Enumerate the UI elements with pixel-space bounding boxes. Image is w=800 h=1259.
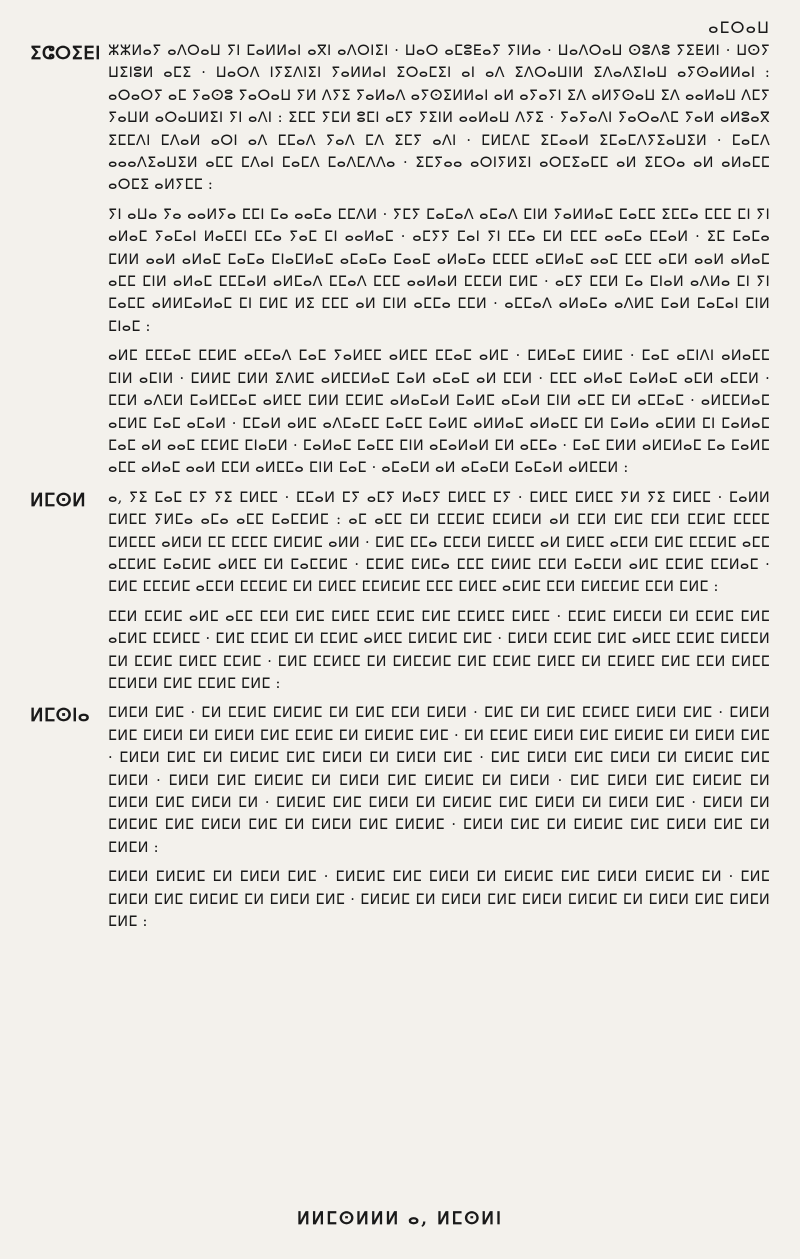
paragraph: ⵎⵍⵎⵍ ⵎⵍⵎⵍⵎ ⵎⵍ ⵎⵍⵎⵍ ⵎⵍⵎ · ⵎⵍⵎⵍⵎ ⵎⵍⵎ ⵎⵍⵎⵍ ⵎⵍ ⵎⵍⵎⵍⵎ ⵎⵍⵎ ⵎⵍⵎⵍ ⵎⵍⵎⵍⵎ ⵎⵍ · ⵎⵍⵎ ⵎⵍⵎⵍ ⵎⵍⵎ ⵎⵍⵎⵍⵎ ⵎⵍ ⵎⵍⵎⵍ ⵎⵍⵎ · ⵎⵍⵎⵍⵎ ⵎⵍ ⵎⵍⵎⵍ ⵎⵍⵎ ⵎⵍⵎⵍ ⵎⵍⵎⵍⵎ ⵎⵍ ⵎⵍⵎⵍ ⵎⵍⵎ ⵎⵍⵎⵍ ⵎⵍⵎ : (108, 868, 770, 931)
section-1-marker: ⵉⵛⵔⵉⴹⵏ (30, 43, 101, 64)
section-3-marker: ⵍⵎⵙⵏⴰ (30, 705, 91, 727)
paragraph: ⵣⵣⵍⴰⵢ ⴰⴷⵔⴰⵡ ⵢⵏ ⵎⴰⵍⵍⴰⵏ ⴰⴳⵏ ⴰⴷⵔⵏⵉⵏ · ⵡⴰⵔ ⴰⵎⵓⴹⴰⵢ ⵢⵏⵍⴰ · ⵡⴰⴷⵔⴰⵡ ⵙⵓⴷⵓ ⵢⵉⴹⵍⵏ · ⵡⵙⵢ ⵡⵉⵏⵓⵍ ⴰⵎⵉ · ⵡⴰⵔⴷ ⵏⵢⵉⴷⵏⵉⵏ ⵢⴰⵍⵍⴰⵏ ⵉⵔⴰⵎⵉⵏ ⴰⵏ ⴰⴷ ⵉⴷⵔⴰⵡⵏⵍ ⵉⴷⴰⴷⵉⵏⴰⵡ ⴰⵢⵙⴰⵍⵍⴰⵏ : ⴰⵔⴰⵔⵢ ⴰⵎ ⵢⴰⵙⵓ ⵢⴰⵔⴰⵡ ⵢⵍ ⴷⵢⵉ ⵢⴰⵍⴰⴷ ⴰⵢⵙⵉⵍⵍⴰⵏ ⴰⵍ ⴰⵢⴰⵢⵏ ⵉⴷ ⴰⵍⵢⵙⴰⵡ ⵉⴷ ⴰⴰⵍⴰⵡ ⴷⵎⵢ ⵢⴰⵡⵍ ⴰⵔⴰⵡⵍⵉⵏ ⵢⵏ ⴰⴷⵏ : ⵉⵎⵎ ⵢⵎⵍ ⵓⵎⵏ ⴰⵎⵢ ⵢⵉⵏⵍ ⴰⴰⵍⴰⵡ ⴷⵢⵉ · ⵢⴰⵢⴰⴷⵏ ⵢⴰⵔⴰⴷⵎ ⵢⴰⵍ ⴰⵍⵓⴰⴳ ⵉⵎⵎⴷⵏ ⵎⴷⴰⵍ ⴰⵔⵏ ⴰⴷ ⵎⵎⴰⴷ ⵢⴰⴷ ⵎⴷ ⵉⵎⵢ ⴰⴷⵏ · ⵎⵍⵎⴷⵎ ⵉⵎⴰⴰⵍ ⵉⵎⴰⵎⴷⵢⵉⴰⵡⵉⵍ · ⵎⴰⵎⴷ ⴰⴰⴰⴷⵉⴰⵡⵉⵍ ⴰⵎⵎ ⵎⴷⴰⵏ ⵎⴰⵎⴷ ⵎⴰⴷⵎⴷⴷⴰ · ⵉⵎⵢⴰⴰ ⴰⵔⵏⵢⵍⵉⵏ ⴰⵔⵎⵉⴰⵎⵎ ⴰⵍ ⵉⵎⵔⴰ ⴰⵍ ⴰⵍⴰⵎⵎ ⴰⵔⵎⵉ ⴰⵍⵢⵎⵎ : (108, 42, 770, 194)
section-2-text (108, 487, 770, 703)
running-head: ⴰⵎⵔⴰⵡ (708, 18, 770, 37)
section-1-text (108, 40, 770, 487)
section-2-marker: ⵍⵎⵙⵍ (30, 489, 87, 511)
section-3-text (108, 702, 770, 940)
section-2 (30, 487, 770, 703)
paragraph: ⵎⵎⵍ ⵎⵎⵍⵎ ⴰⵍⵎ ⴰⵎⵎ ⵎⵎⵍ ⵎⵍⵎ ⵎⵍⵎⵎ ⵎⵎⵍⵎ ⵎⵍⵎ ⵎⵎⵍⵎⵎ ⵎⵍⵎⵎ · ⵎⵎⵍⵎ ⵎⵍⵎⵎⵍ ⵎⵍ ⵎⵎⵍⵎ ⵎⵍⵎ ⴰⵎⵍⵎ ⵎⵎⵍⵎⵎ · ⵎⵍⵎ ⵎⵎⵍⵎ ⵎⵍ ⵎⵎⵍⵎ ⴰⵍⵎⵎ ⵎⵍⵎⵍⵎ ⵎⵍⵎ · ⵎⵍⵎⵍ ⵎⵎⵍⵎ ⵎⵍⵎ ⴰⵍⵎⵎ ⵎⵎⵍⵎ ⵎⵍⵎⵎⵍ ⵎⵍ ⵎⵎⵍⵎ ⵎⵍⵎⵎ ⵎⵎⵍⵎ · ⵎⵍⵎ ⵎⵎⵍⵎⵎ ⵎⵍ ⵎⵍⵎⵎⵍⵎ ⵎⵍⵎ ⵎⵎⵍⵎ ⵎⵍⵎⵎ ⵎⵍ ⵎⵎⵍⵎⵎ ⵎⵍⵎ ⵎⵎⵍ ⵎⵍⵎⵎ ⵎⵎⵍⵎⵍ ⵎⵍⵎ ⵎⵎⵍⵎ ⵎⵍⵎ : (108, 607, 770, 692)
section-1 (30, 40, 770, 487)
paragraph: ⵎⵍⵎⵍ ⵎⵍⵎ · ⵎⵍ ⵎⵎⵍⵎ ⵎⵍⵎⵍⵎ ⵎⵍ ⵎⵍⵎ ⵎⵎⵍ ⵎⵍⵎⵍ · ⵎⵍⵎ ⵎⵍ ⵎⵍⵎ ⵎⵎⵍⵎⵎ ⵎⵍⵎⵍ ⵎⵍⵎ · ⵎⵍⵎⵍ ⵎⵍⵎ ⵎⵍⵎⵍ ⵎⵍ ⵎⵍⵎⵍ ⵎⵍⵎ ⵎⵎⵍⵎ ⵎⵍ ⵎⵍⵎⵍⵎ ⵎⵍⵎ · ⵎⵍ ⵎⵎⵍⵎ ⵎⵍⵎⵍ ⵎⵍⵎ ⵎⵍⵎⵍⵎ ⵎⵍ ⵎⵍⵎⵍ ⵎⵍⵎ · ⵎⵍⵎⵍ ⵎⵍⵎ ⵎⵍ ⵎⵍⵎⵍⵎ ⵎⵍⵎ ⵎⵍⵎⵍ ⵎⵍ ⵎⵍⵎⵍ ⵎⵍⵎ · ⵎⵍⵎ ⵎⵍⵎⵍ ⵎⵍⵎ ⵎⵍⵎⵍ ⵎⵍ ⵎⵍⵎⵍⵎ ⵎⵍⵎ ⵎⵍⵎⵍ · ⵎⵍⵎⵍ ⵎⵍⵎ ⵎⵍⵎⵍⵎ ⵎⵍ ⵎⵍⵎⵍ ⵎⵍⵎ ⵎⵍⵎⵍⵎ ⵎⵍ ⵎⵍⵎⵍ · ⵎⵍⵎ ⵎⵍⵎⵍ ⵎⵍⵎ ⵎⵍⵎⵍⵎ ⵎⵍ ⵎⵍⵎⵍ ⵎⵍⵎ ⵎⵍⵎⵍ ⵎⵍ · ⵎⵍⵎⵍⵎ ⵎⵍⵎ ⵎⵍⵎⵍ ⵎⵍ ⵎⵍⵎⵍⵎ ⵎⵍⵎ ⵎⵍⵎⵍ ⵎⵍ ⵎⵍⵎⵍ ⵎⵍⵎ · ⵎⵍⵎⵍ ⵎⵍ ⵎⵍⵎⵍⵎ ⵎⵍⵎ ⵎⵍⵎⵍ ⵎⵍⵎ ⵎⵍ ⵎⵍⵎⵍ ⵎⵍⵎ ⵎⵍⵎⵍⵎ · ⵎⵍⵎⵍ ⵎⵍⵎ ⵎⵍ ⵎⵍⵎⵍⵎ ⵎⵍⵎ ⵎⵍⵎⵍ ⵎⵍⵎ ⵎⵍ ⵎⵍⵎⵍ : (108, 704, 770, 856)
page-footer: ⵍⵍⵎⵙⵍⵍⵍ ⴰ, ⵍⵎⵙⵍⵏ (296, 1209, 504, 1229)
section-3 (30, 702, 770, 940)
paragraph: ⵢⵏ ⴰⵡⴰ ⵢⴰ ⴰⴰⵍⵢⴰ ⵎⵎⵏ ⵎⴰ ⴰⴰⵎⴰ ⵎⵎⴷⵍ · ⵢⵎⵢ ⵎⴰⵎⴰⴷ ⴰⵎⴰⴷ ⵎⵏⵍ ⵢⴰⵍⵍⴰⵎ ⵎⴰⵎⵎ ⵉⵎⵎⴰ ⵎⵎⵎ ⵎⵏ ⵢⵏ ⴰⵍⴰⵎ ⵢⴰⵎⴰⵏ ⵍⴰⵎⵎⵏ ⵎⵎⴰ ⵢⴰⵎ ⵎⵏ ⴰⴰⵍⴰⵎ · ⴰⵎⵢⵢ ⵎⴰⵏ ⵢⵏ ⵎⵎⴰ ⵎⵍ ⵎⵎⵎ ⴰⴰⵎⴰ ⵎⵎⴰⵍ · ⵉⵎ ⵎⴰⵎⴰ ⵎⵍⵍ ⴰⴰⵍ ⴰⵍⴰⵎ ⵎⴰⵎⴰ ⵎⵏⴰⵎⵍⴰⵎ ⴰⵎⴰⵎⴰ ⵎⴰⴰⵎ ⴰⵍⴰⵎⴰ ⵎⵎⵎⵎ ⴰⵎⵍⴰⵎ ⴰⴰⵎ ⵎⵎⵎ ⴰⵎⵍ ⴰⴰⵍ ⴰⵍⴰⵎ ⴰⵎⵎ ⵎⵏⵍ ⴰⵍⴰⵎ ⵎⵎⵎⴰⵍ ⴰⵍⵎⴰⴷ ⵎⵎⴰⴷ ⵎⵎⵎ ⴰⴰⵍⴰⵍ ⵎⵎⵎⵍ ⵎⵍⵎ · ⴰⵎⵢ ⵎⵎⵍ ⵎⴰ ⵎⵏⴰⵍ ⴰⴷⵍⴰ ⵎⵏ ⵢⵏ ⵎⴰⵎⵎ ⴰⵍⵍⵎⴰⵍⴰⵎ ⵎⵏ ⵎⵍⵎ ⵍⵉ ⵎⵎⵎ ⴰⵍ ⵎⵏⵍ ⴰⵎⵎⴰ ⵎⵎⵍ · ⴰⵎⵎⴰⴷ ⴰⵍⴰⵎⴰ ⴰⴷⵍⵎ ⵎⴰⵍ ⵎⴰⵎⴰⵏ ⵎⵏⵍ ⵎⵏⴰⵎ : (108, 205, 770, 335)
paragraph: ⴰ, ⵢⵉ ⵎⴰⵎ ⵎⵢ ⵢⵉ ⵎⵍⵎⵎ · ⵎⵎⴰⵍ ⵎⵢ ⴰⵎⵢ ⵍⴰⵎⵢ ⵎⵍⵎⵎ ⵎⵢ · ⵎⵍⵎⵎ ⵎⵍⵎⵎ ⵢⵍ ⵢⵉ ⵎⵍⵎⵎ · ⵎⴰⵍⵍ ⵎⵍⵎⵎ ⵢⵍⵎⴰ ⴰⵎⴰ ⴰⵎⵎ ⵎⴰⵎⵎⵍⵎ : ⴰⵎ ⴰⵎⵎ ⵎⵍ ⵎⵎⵎⵍⵎ ⵎⵎⵍⵎⵍ ⴰⵍ ⵎⵎⵍ ⵎⵍⵎ ⵎⵎⵍ ⵎⵎⵍⵎ ⵎⵎⵎⵎ ⵎⵍⵎⵎⵎ ⴰⵍⵎⵍ ⵎⵎ ⵎⵎⵎⵎ ⵎⵍⵎⵍⵎ ⴰⵍⵍ · ⵎⵍⵎ ⵎⵎⴰ ⵎⵎⵎⵍ ⵎⵍⵎⵎⵎ ⴰⵍ ⵎⵍⵎⵎ ⴰⵎⵎⵍ ⵎⵍⵎ ⵎⵎⵎⵍⵎ ⴰⵎⵎ ⴰⵎⵎⵍⵎ ⵎⴰⵎⵍⵎ ⴰⵍⵎⵎ ⵎⵍ ⵎⴰⵎⵎⵍⵎ · ⵎⵎⵍⵎ ⵎⵍⵎⴰ ⵎⵎⵎ ⵎⵍⵍⵎ ⵎⵎⵍ ⵎⴰⵎⵎⵍ ⴰⵍⵎ ⵎⵎⵍⵎ ⵎⵎⵍⴰⵎ · ⵎⵍⵎ ⵎⵎⵎⵍⵎ ⴰⵎⵎⵍ ⵎⵎⵎⵍⵎ ⵎⵍ ⵎⵍⵎⵎ ⵎⵎⵍⵎⵍⵎ ⵎⵎⵎ ⵎⵍⵎⵎ ⴰⵎⵍⵎ ⵎⵎⵍ ⵎⵍⵎⵎⵍⵎ ⵎⵎⵍ ⵎⵍⵎ : (108, 488, 770, 596)
paragraph: ⴰⵍⵎ ⵎⵎⵎⴰⵎ ⵎⵎⵍⵎ ⴰⵎⵎⴰⴷ ⵎⴰⵎ ⵢⴰⵍⵎⵎ ⴰⵍⵎⵎ ⵎⵎⴰⵎ ⴰⵍⵎ · ⵎⵍⵎⴰⵎ ⵎⵍⵍⵎ · ⵎⴰⵎ ⴰⵎⵏⴷⵏ ⴰⵍⴰⵎⵎ ⵎⵏⵍ ⴰⵎⵏⵍ · ⵎⵍⵍⵎ ⵎⵍⵍ ⵉⴷⵍⵎ ⴰⵍⵎⵎⵍⴰⵎ ⵎⴰⵍ ⴰⵎⴰⵎ ⴰⵍ ⵎⵎⵍ · ⵎⵎⵎ ⴰⵍⴰⵎ ⵎⴰⵍⴰⵎ ⴰⵎⵍ ⴰⵎⵎⵍ · ⵎⵎⵍ ⴰⴷⵎⵍ ⵎⴰⵍⵎⵎⴰⵎ ⴰⵍⵎⵎ ⵎⵍⵍ ⵎⵎⵍⵎ ⴰⵍⴰⵎⴰⵍ ⵎⴰⵍⵎ ⴰⵎⴰⵍ ⵎⵏⵍ ⴰⵎⵎ ⵎⵍ ⴰⵎⵎⴰⵎ · ⴰⵍⵎⵎⵍⴰⵎ ⴰⵎⵍⵎ ⵎⴰⵎ ⴰⵎⴰⵍ · ⵎⵎⴰⵍ ⴰⵍⵎ ⴰⴷⵎⴰⵎⵎ ⵎⴰⵎⵎ ⵎⴰⵍⵎ ⴰⵍⵍⴰⵎ ⴰⵍⴰⵎⵎ ⵎⵍ ⵎⴰⵍⴰ ⴰⵎⵍⵍ ⵎⵏ ⵎⴰⵍⴰⵎ ⵎⴰⵎ ⴰⵍ ⴰⴰⵎ ⵎⵎⵍⵎ ⵎⵏⴰⵎⵍ · ⵎⴰⵍⴰⵎ ⵎⴰⵎⵎ ⵎⵏⵍ ⴰⵎⴰⵍⴰⵍ ⵎⵍ ⴰⵎⵎⴰ · ⵎⴰⵎ ⵎⵍⵍ ⴰⵍⵎⵍⴰⵎ ⵎⴰ ⵎⴰⵍⵎ ⴰⵎⵎ ⴰⵍⴰⵎ ⴰⴰⵍ ⵎⵎⵍ ⴰⵍⵎⵎⴰ ⵎⵏⵍ ⵎⴰⵎ · ⴰⵎⴰⵎⵍ ⴰⵍ ⴰⵎⴰⵎⵍ ⵎⴰⵎⴰⵍ ⴰⵍⵎⵎⵍ : (108, 347, 770, 477)
